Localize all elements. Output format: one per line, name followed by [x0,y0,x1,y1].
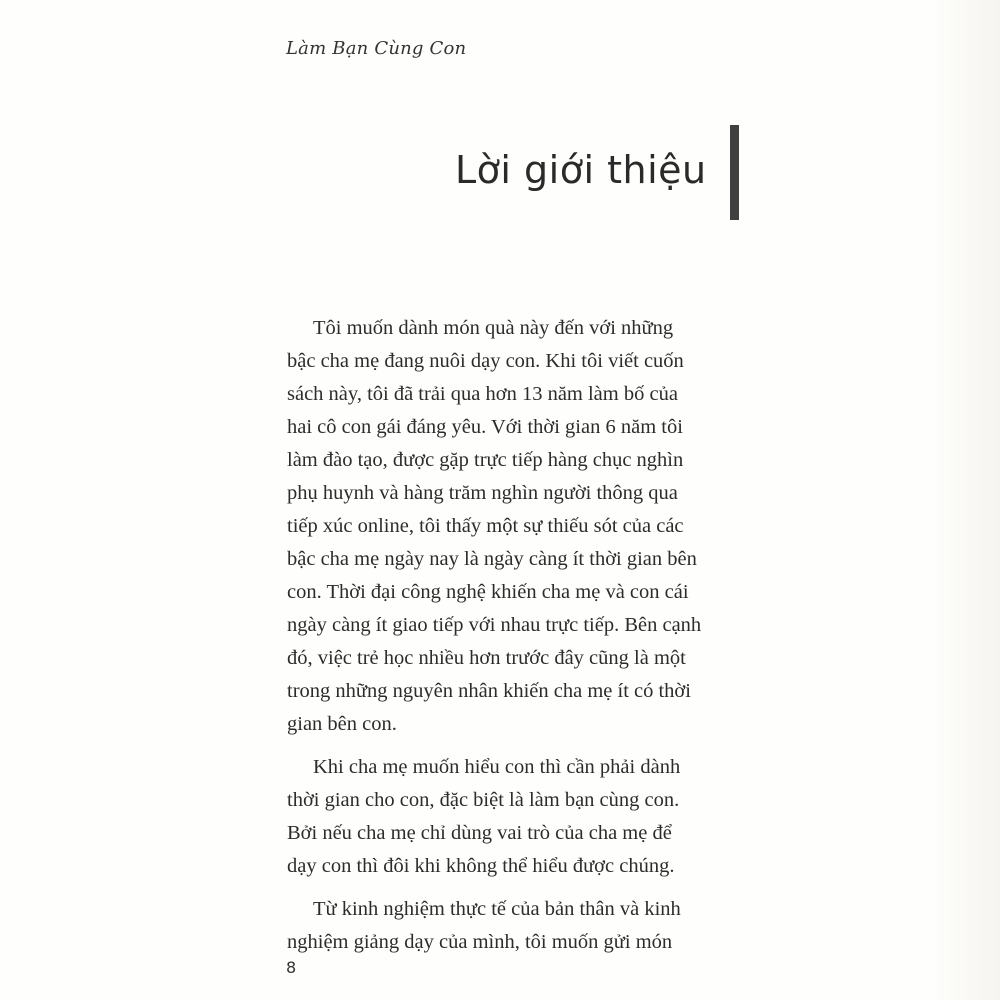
paragraph [287,751,767,883]
page-number: 8 [286,958,297,977]
text-line: sách này, tôi đã trải qua hơn 13 năm làm bố của [287,383,678,405]
text-line: Tôi muốn dành món quà này đến với những [313,317,674,339]
text-line: nghiệm giảng dạy của mình, tôi muốn gửi món [287,931,673,953]
text-line: tiếp xúc online, tôi thấy một sự thiếu sót của các [287,515,684,537]
paragraph [287,893,767,959]
text-line: bậc cha mẹ đang nuôi dạy con. Khi tôi viết cuốn [287,350,684,372]
text-line: Từ kinh nghiệm thực tế của bản thân và kinh [313,898,681,920]
text-line: con. Thời đại công nghệ khiến cha mẹ và con cái [287,581,689,603]
body-text [287,312,767,959]
text-line: bậc cha mẹ ngày nay là ngày càng ít thời gian bên [287,548,697,570]
running-head: Làm Bạn Cùng Con [286,38,467,59]
text-line: ngày càng ít giao tiếp với nhau trực tiếp. Bên cạnh [287,614,702,636]
text-line: phụ huynh và hàng trăm nghìn người thông qua [287,482,678,504]
chapter-title: Lời giới thiệu [455,148,707,192]
text-line: Khi cha mẹ muốn hiểu con thì cần phải dành [313,756,681,778]
title-accent-bar [730,125,739,220]
text-line: thời gian cho con, đặc biệt là làm bạn cùng con. [287,789,680,811]
text-line: làm đào tạo, được gặp trực tiếp hàng chục nghìn [287,449,684,471]
text-line: đó, việc trẻ học nhiều hơn trước đây cũng là một [287,647,686,669]
text-line: dạy con thì đôi khi không thể hiểu được chúng. [287,855,675,877]
text-line: Bởi nếu cha mẹ chỉ dùng vai trò của cha mẹ để [287,822,672,844]
text-line: trong những nguyên nhân khiến cha mẹ ít có thời [287,680,691,702]
text-line: hai cô con gái đáng yêu. Với thời gian 6 năm tôi [287,416,683,438]
text-line: gian bên con. [287,713,397,735]
paragraph [287,312,767,741]
